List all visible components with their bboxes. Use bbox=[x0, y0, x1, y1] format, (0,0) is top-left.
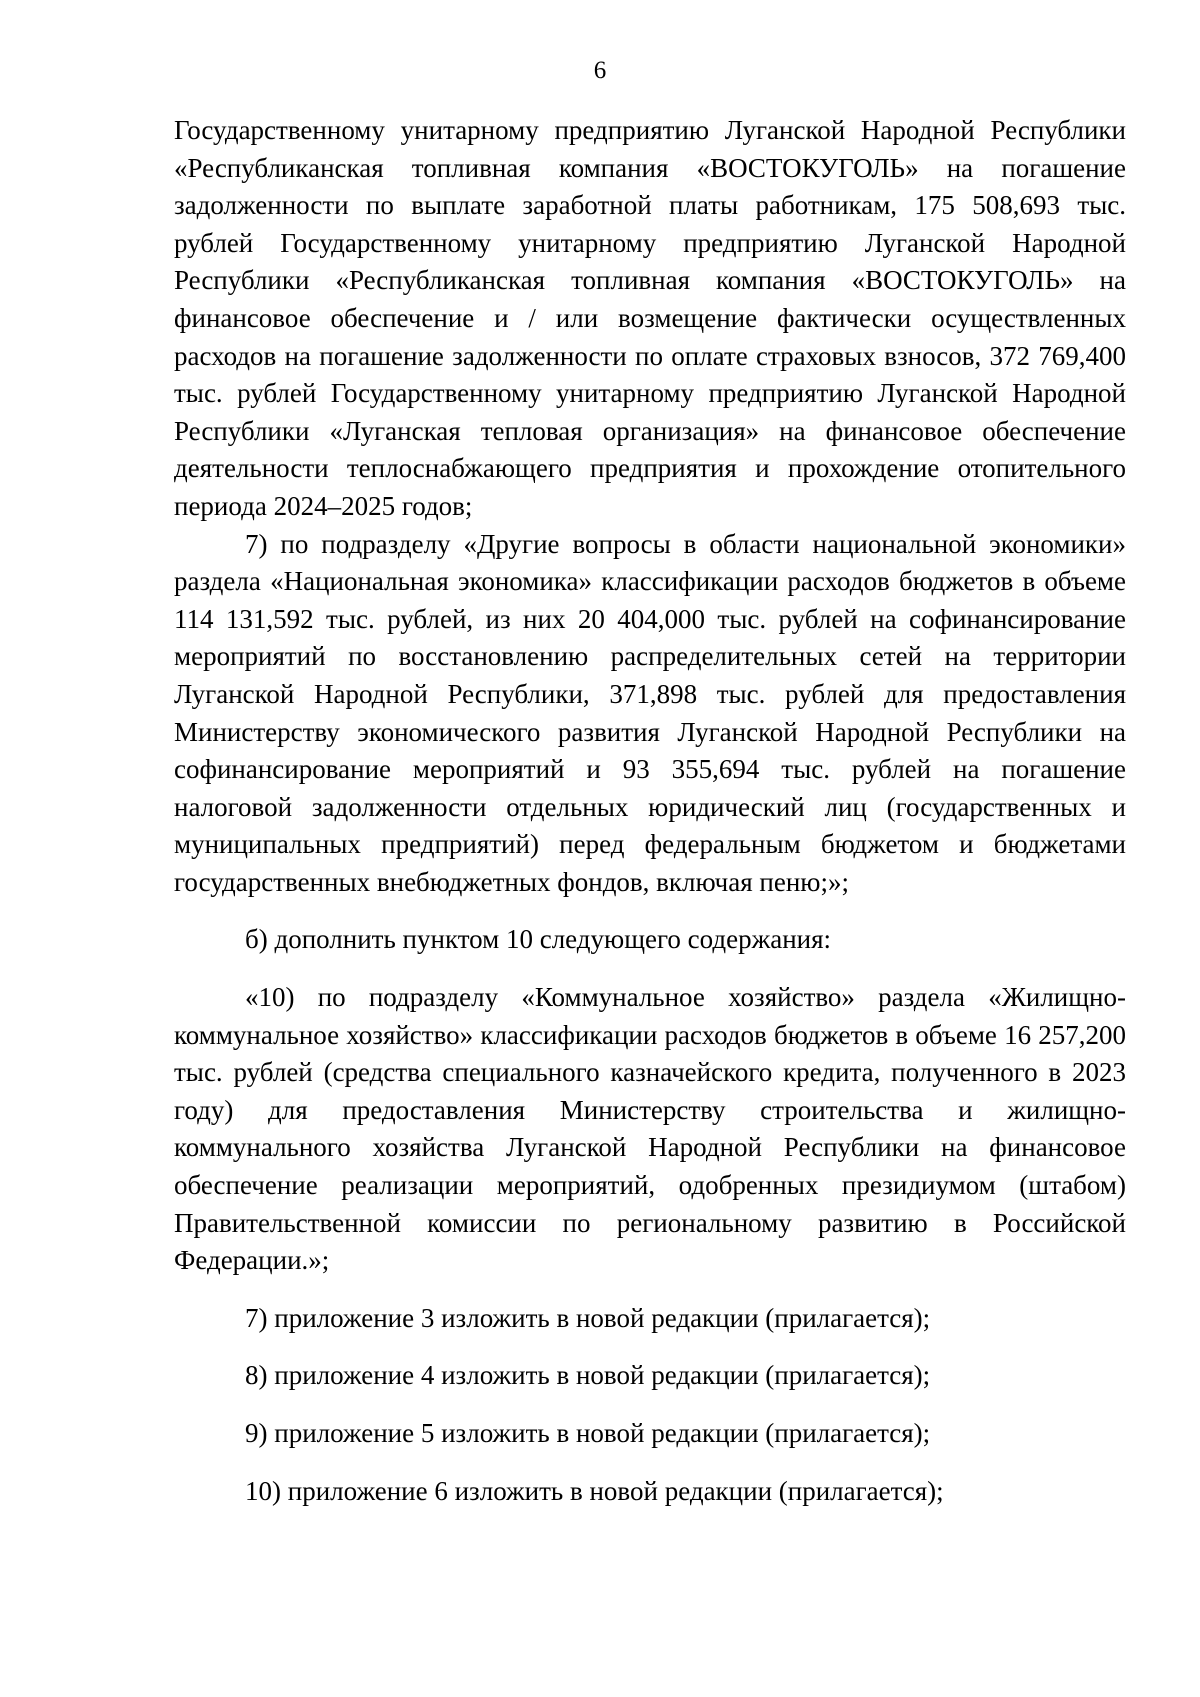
paragraph-item-10-annex: 10) приложение 6 изложить в новой редакции (прилагается); bbox=[245, 1475, 944, 1506]
paragraph-item-7-annex: 7) приложение 3 изложить в новой редакции (прилагается); bbox=[245, 1302, 931, 1333]
paragraph-item-9-annex: 9) приложение 5 изложить в новой редакции (прилагается); bbox=[245, 1418, 931, 1448]
document-body bbox=[174, 112, 1126, 1510]
page-number: 6 bbox=[593, 57, 607, 84]
paragraph-item-8-annex: 8) приложение 4 изложить в новой редакции (прилагается); bbox=[245, 1360, 931, 1391]
paragraph-continuation: Государственному унитарному предприятию Луганской Народной Республики «Республиканская топливная компания «ВОСТОКУГОЛЬ» на погашение задолженности по выплате заработной платы работникам, 175 508,693 тыс. рублей Государственному унитарному предприятию Луганской Народной Республики «Республиканская топливная компания «ВОСТОКУГОЛЬ» на финансовое обеспечение и / или возмещение фактически осуществленных расходов на погашение задолженности по оплате страховых взносов, 372 769,400 тыс. рублей Государственному унитарному предприятию Луганской Народной Республики «Луганская тепловая организация» на финансовое обеспечение деятельности теплоснабжающего предприятия и прохождение отопительного периода 2024–2025 годов; bbox=[174, 115, 1126, 521]
paragraph-item-b: б) дополнить пунктом 10 следующего содержания: bbox=[245, 924, 832, 955]
paragraph-item-10-communal: «10) по подразделу «Коммунальное хозяйство» раздела «Жилищно-коммунальное хозяйство» классификации расходов бюджетов в объеме 16 257,200 тыс. рублей (средства специального казначейского кредита, полученного в 2023 году) для предоставления Министерству строительства и жилищно-коммунального хозяйства Луганской Народной Республики на финансовое обеспечение реализации мероприятий, одобренных президиумом (штабом) Правительственной комиссии по региональному развитию в Российской Федерации.»; bbox=[174, 982, 1126, 1276]
paragraph-item-7-economy: 7) по подразделу «Другие вопросы в области национальной экономики» раздела «Национальная экономика» классификации расходов бюджетов в объеме 114 131,592 тыс. рублей, из них 20 404,000 тыс. рублей на софинансирование мероприятий по восстановлению распределительных сетей на территории Луганской Народной Республики, 371,898 тыс. рублей для предоставления Министерству экономического развития Луганской Народной Республики на софинансирование мероприятий и 93 355,694 тыс. рублей на погашение налоговой задолженности отдельных юридический лиц (государственных и муниципальных предприятий) перед федеральным бюджетом и бюджетами государственных внебюджетных фондов, включая пеню;»; bbox=[174, 528, 1126, 897]
